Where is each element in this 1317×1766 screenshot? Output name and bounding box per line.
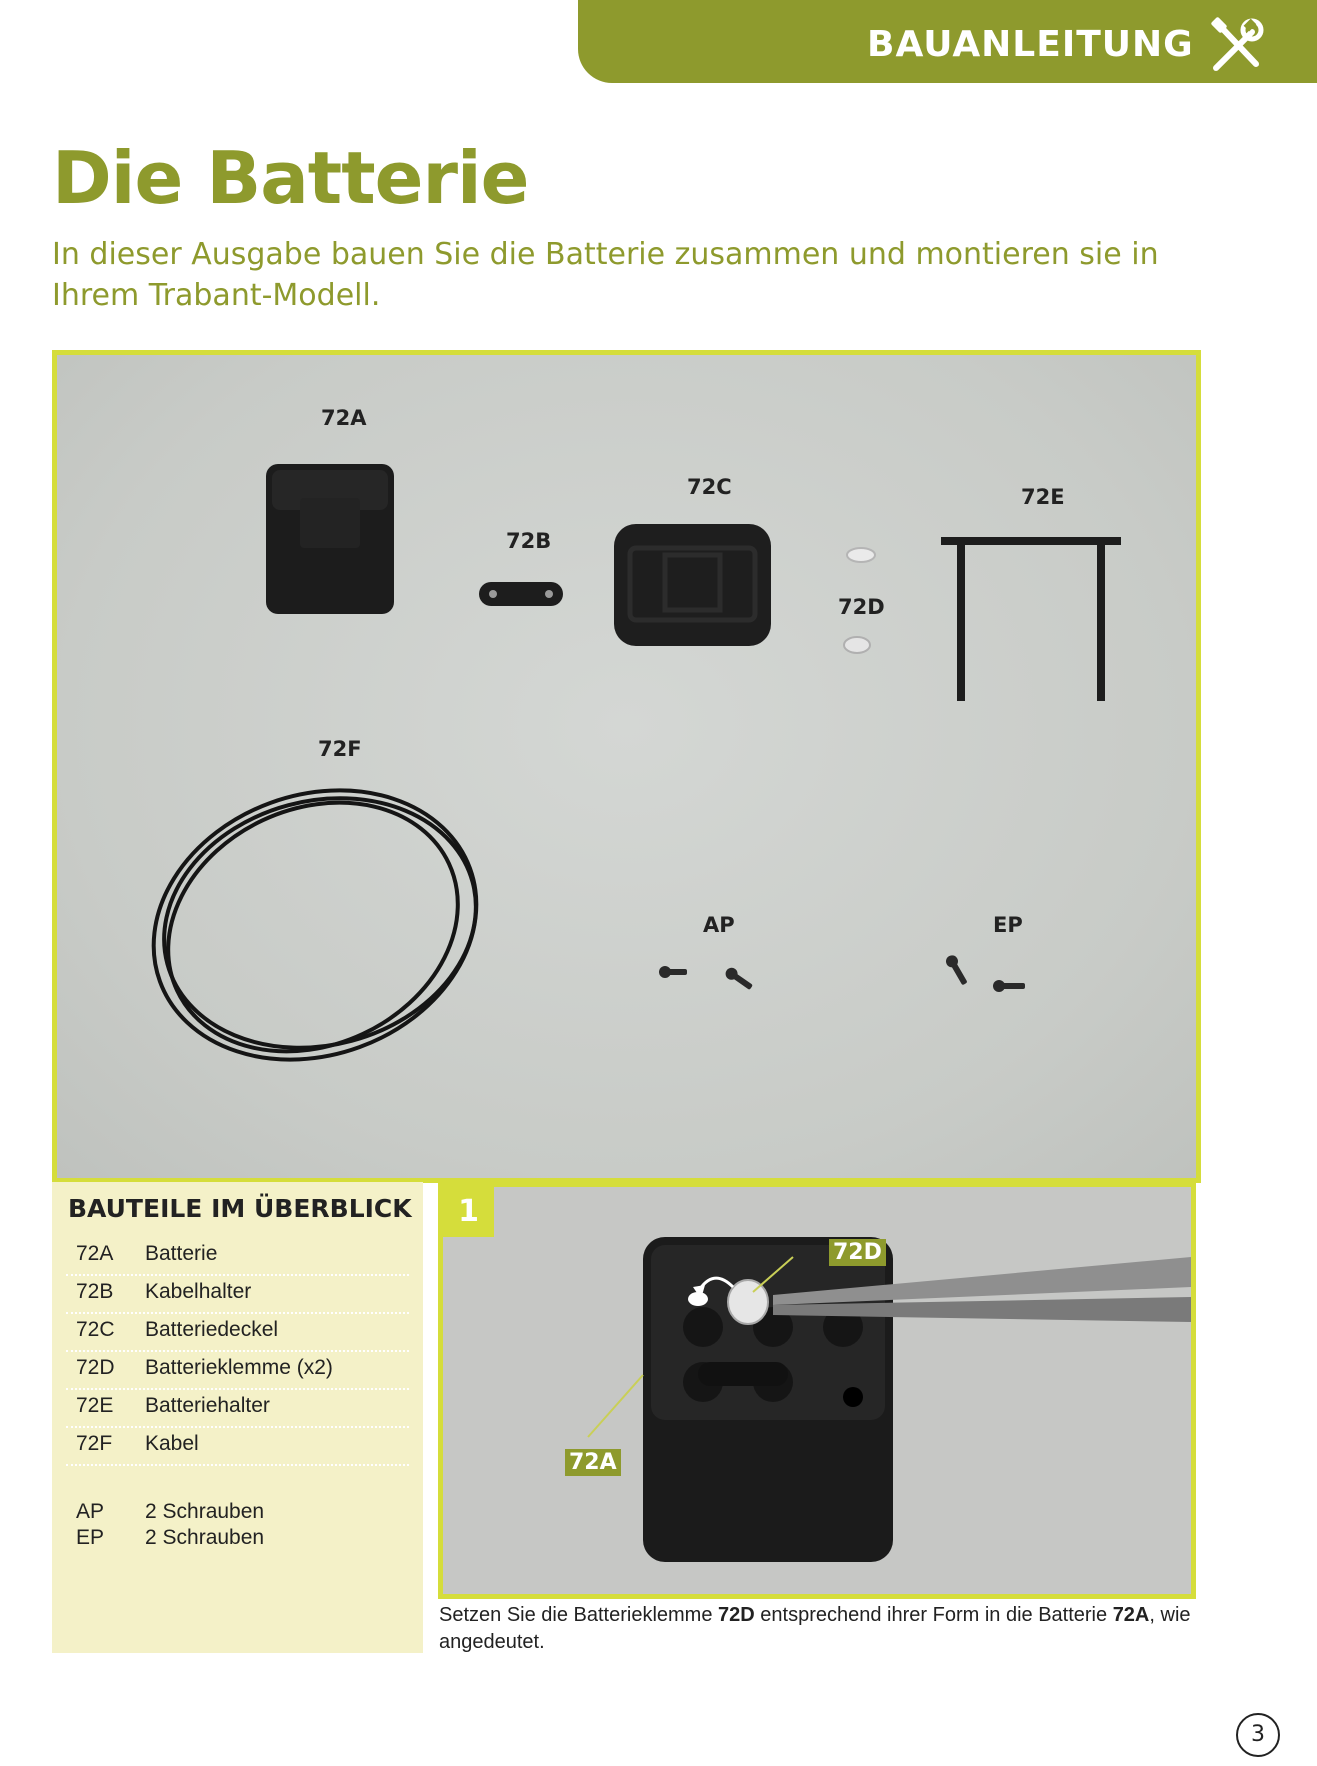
screw-name: 2 Schrauben [145, 1526, 265, 1549]
page-number: 3 [1236, 1713, 1280, 1757]
part-name: Batteriehalter [145, 1394, 270, 1417]
page-title: Die Batterie [52, 136, 529, 220]
overview-row [66, 1426, 409, 1466]
part-name: Kabel [145, 1432, 199, 1455]
cable-holder-72b-image [477, 579, 565, 609]
part-code: 72E [76, 1394, 114, 1417]
overview-row [66, 1236, 409, 1276]
step-1-photo [438, 1182, 1196, 1599]
part-code: 72C [76, 1318, 115, 1341]
overview-screw-row [66, 1526, 409, 1552]
caption-ref-72a: 72A [1112, 1604, 1150, 1626]
battery-lid-72c-image [610, 520, 775, 650]
part-label-ep: EP [993, 913, 1023, 937]
callout-72a: 72A [565, 1449, 621, 1476]
cable-72f-image [135, 775, 515, 1065]
section-label: BAUANLEITUNG [867, 24, 1194, 65]
part-label-72c: 72C [687, 475, 732, 499]
section-header-tab [578, 0, 1317, 83]
step-1-caption [439, 1602, 1199, 1656]
overview-screw-row [66, 1500, 409, 1526]
parts-photo [52, 350, 1201, 1183]
overview-row [66, 1312, 409, 1352]
battery-assembly-image [443, 1187, 1191, 1594]
overview-row [66, 1274, 409, 1314]
parts-overview-panel [52, 1182, 423, 1653]
part-label-72f: 72F [318, 737, 362, 761]
part-label-ap: AP [703, 913, 735, 937]
part-code: 72F [76, 1432, 113, 1455]
caption-ref-72d: 72D [718, 1604, 755, 1626]
part-name: Kabelhalter [145, 1280, 252, 1303]
battery-holder-72e-image [937, 527, 1127, 707]
part-code: 72B [76, 1280, 114, 1303]
tools-icon [1206, 16, 1266, 76]
overview-row [66, 1350, 409, 1390]
part-name: Batterie [145, 1242, 218, 1265]
intro-text: In dieser Ausgabe bauen Sie die Batterie zusammen und montieren sie in Ihrem Trabant-Modell. [52, 237, 1159, 313]
part-name: Batteriedeckel [145, 1318, 279, 1341]
callout-72d: 72D [829, 1239, 886, 1266]
part-label-72d: 72D [838, 595, 885, 619]
screws-ap-image [657, 955, 777, 1005]
caption-text: Setzen Sie die Batterieklemme [439, 1604, 719, 1626]
part-label-72e: 72E [1021, 485, 1065, 509]
overview-row [66, 1388, 409, 1428]
part-name: Batterieklemme (x2) [145, 1356, 333, 1379]
part-label-72b: 72B [506, 529, 552, 553]
overview-title: BAUTEILE IM ÜBERBLICK [68, 1194, 412, 1223]
screw-name: 2 Schrauben [145, 1500, 265, 1523]
step-number: 1 [443, 1187, 494, 1237]
screws-ep-image [937, 945, 1047, 1005]
screw-code: EP [76, 1526, 105, 1549]
part-label-72a: 72A [321, 406, 367, 430]
screw-code: AP [76, 1500, 105, 1523]
part-code: 72D [76, 1356, 115, 1379]
caption-text: entsprechend ihrer Form in die Batterie [754, 1604, 1113, 1626]
battery-72a-image [260, 458, 400, 623]
part-code: 72A [76, 1242, 114, 1265]
caption-text: , wie angedeutet. [439, 1604, 1191, 1653]
